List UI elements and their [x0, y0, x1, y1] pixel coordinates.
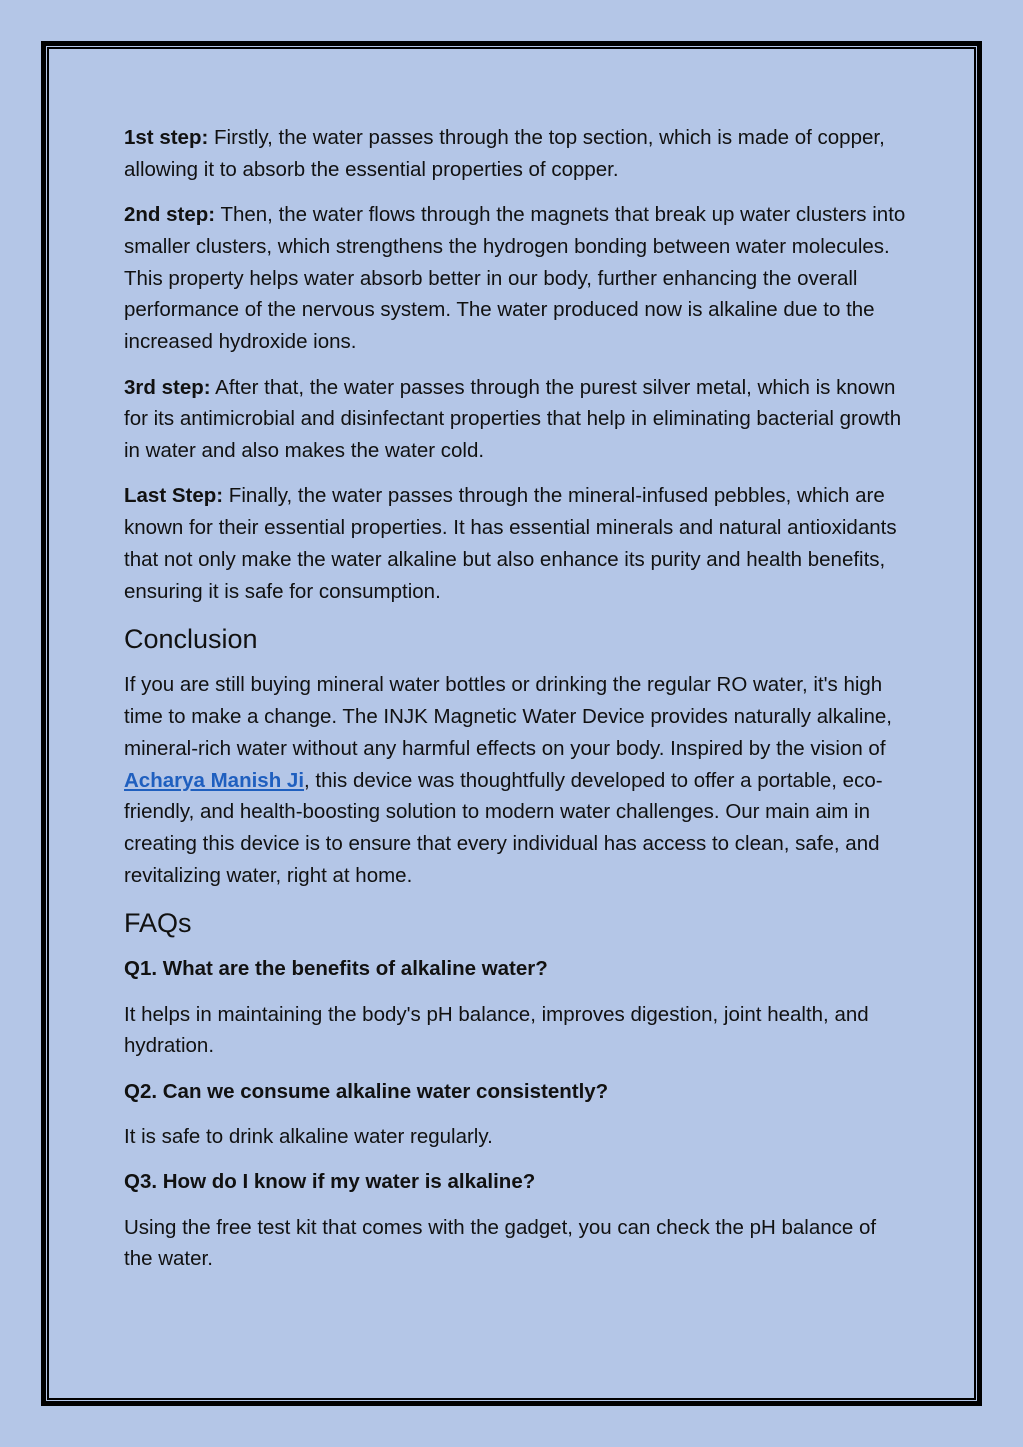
step-label: 3rd step:: [124, 375, 211, 399]
faq-answer-2: It is safe to drink alkaline water regularly.: [124, 1124, 493, 1148]
step-1: [124, 122, 909, 186]
step-text: After that, the water passes through the purest silver metal, which is known for its antimicrobial and disinfectant properties that help in eliminating bacterial growth in water and also makes the water cold.: [124, 375, 902, 463]
conclusion-paragraph: [124, 669, 909, 892]
step-text: Then, the water flows through the magnets that break up water clusters into smaller clusters, which strengthens the hydrogen bonding between water molecules. This property helps water absorb better in our body, further enhancing the overall performance of the nervous system. The water produced now is alkaline due to the increased hydroxide ions.: [124, 203, 906, 354]
acharya-manish-ji-link[interactable]: Acharya Manish Ji: [124, 768, 305, 792]
faq-answer-1: It helps in maintaining the body's pH balance, improves digestion, joint health, and hydration.: [124, 1002, 869, 1058]
faqs-heading: FAQs: [124, 908, 192, 939]
step-text: Finally, the water passes through the mineral-infused pebbles, which are known for their essential properties. It has essential minerals and natural antioxidants that not only make the water alkaline but also enhance its purity and health benefits, ensuring it is safe for consumption.: [124, 484, 897, 603]
step-label: Last Step:: [124, 484, 224, 508]
document-body: [124, 122, 909, 1289]
faq-answer-3: Using the free test kit that comes with the gadget, you can check the pH balance of the water.: [124, 1215, 877, 1271]
conclusion-text-before: If you are still buying mineral water bottles or drinking the regular RO water, it's high time to make a change. The INJK Magnetic Water Device provides naturally alkaline, mineral-rich water without any harmful effects on your body. Inspired by the vision of: [124, 673, 892, 760]
step-2: [124, 199, 909, 358]
faq-question-1: Q1. What are the benefits of alkaline water?: [124, 957, 548, 981]
conclusion-text-after: , this device was thoughtfully developed to offer a portable, eco-friendly, and health-boosting solution to modern water challenges. Our main aim in creating this device is to ensure that every individual has access to clean, safe, and revitalizing water, right at home.: [124, 768, 883, 887]
step-label: 1st step:: [124, 126, 209, 149]
step-label: 2nd step:: [124, 203, 216, 227]
step-last: [124, 480, 909, 607]
faq-question-3: Q3. How do I know if my water is alkaline?: [124, 1170, 536, 1194]
conclusion-heading: Conclusion: [124, 624, 258, 655]
faq-question-2: Q2. Can we consume alkaline water consistently?: [124, 1079, 609, 1103]
step-text: Firstly, the water passes through the top section, which is made of copper, allowing it to absorb the essential properties of copper.: [124, 126, 885, 181]
step-3: [124, 372, 909, 467]
